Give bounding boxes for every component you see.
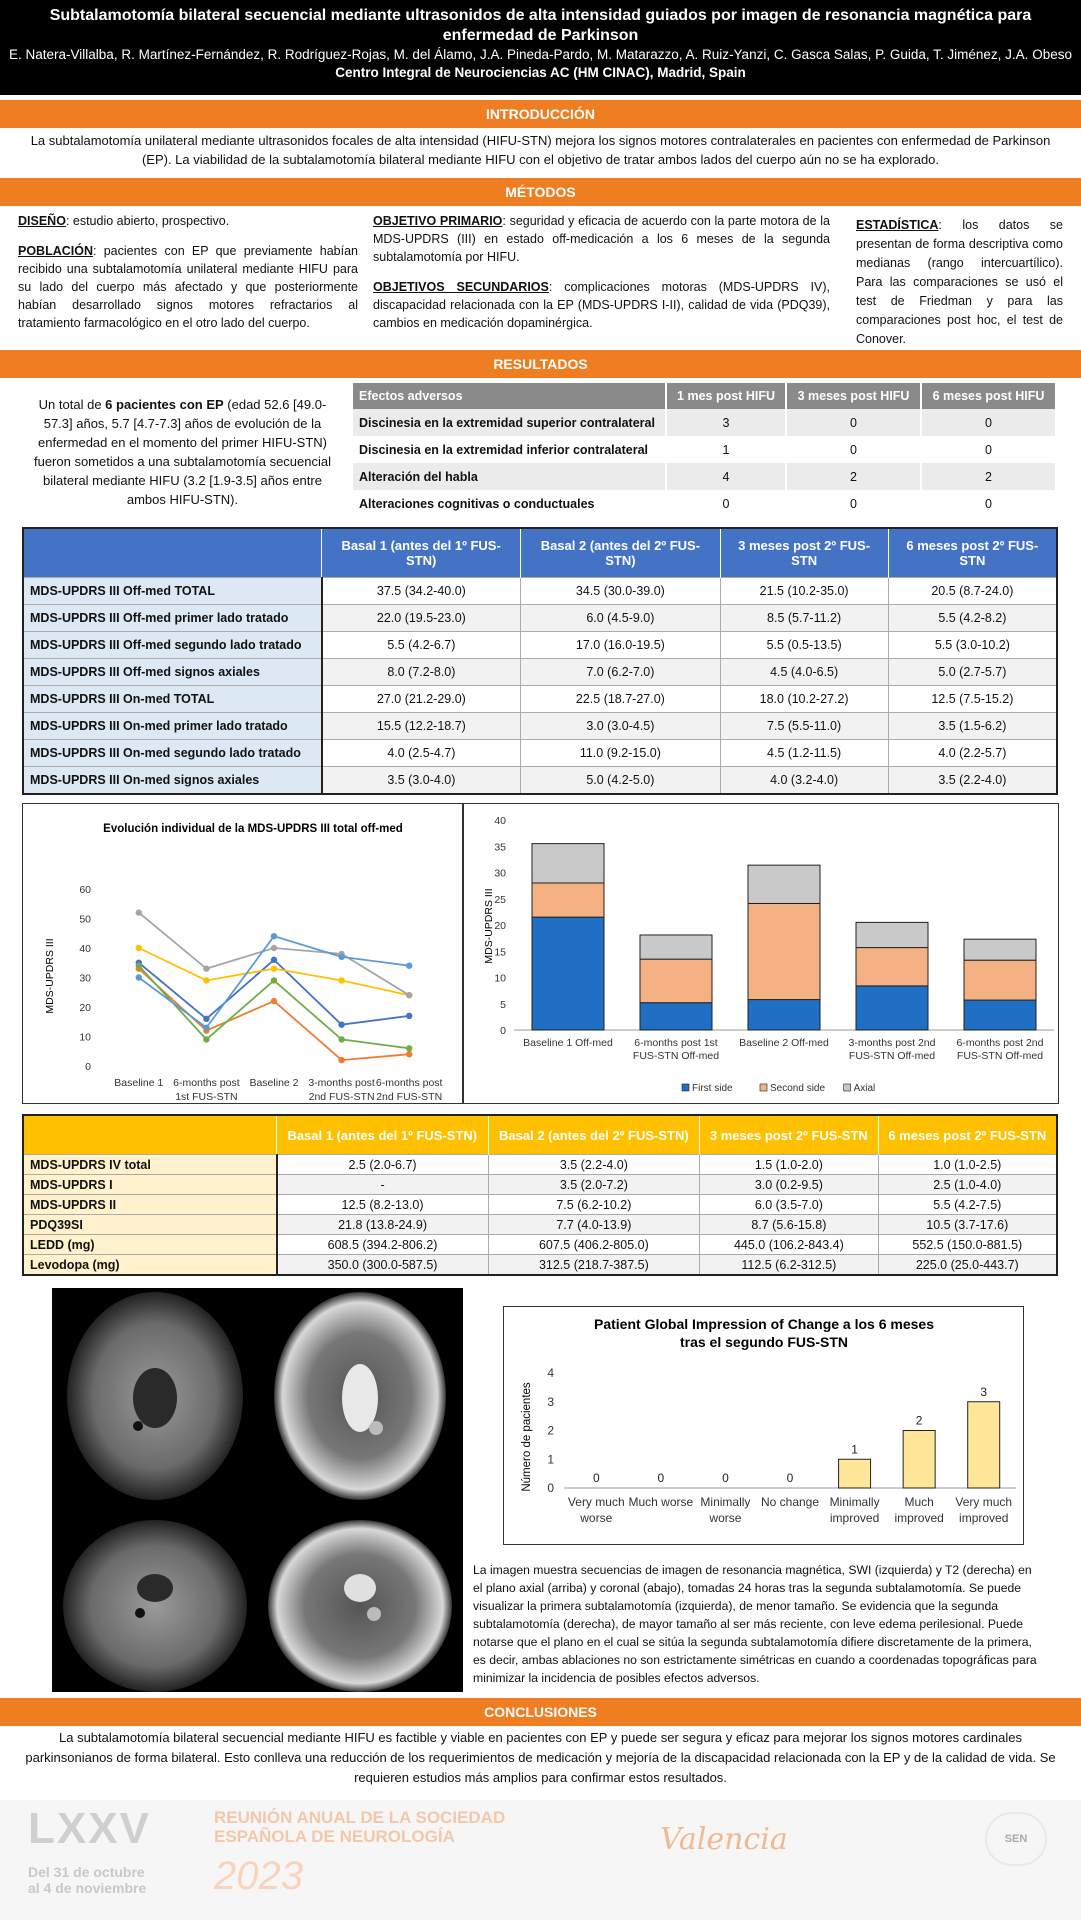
row-label: LEDD (mg) [23, 1235, 277, 1255]
mri-swi-coronal [63, 1520, 247, 1692]
table-cell: 27.0 (21.2-29.0) [322, 686, 521, 713]
table-cell: 312.5 (218.7-387.5) [488, 1255, 700, 1276]
line-chart [23, 804, 462, 1103]
header-cell: Basal 1 (antes del 1º FUS-STN) [277, 1115, 489, 1155]
x-tick-label: Minimally [700, 1495, 751, 1509]
table-cell: 20.5 (8.7-24.0) [888, 578, 1057, 605]
bar-segment [964, 1000, 1036, 1030]
table-cell: 5.5 (0.5-13.5) [720, 632, 888, 659]
methods-heading: MÉTODOS [0, 178, 1081, 206]
congress-banner [0, 1800, 1081, 1920]
table-cell: 3.0 (0.2-9.5) [700, 1175, 878, 1195]
poster-header [0, 0, 1081, 95]
data-point [136, 945, 142, 951]
table-cell: 4.5 (1.2-11.5) [720, 740, 888, 767]
table-row [23, 1175, 1057, 1195]
row-label: Discinesia en la extremidad superior contralateral [353, 409, 666, 436]
table-cell: 3.0 (3.0-4.5) [521, 713, 720, 740]
data-label: 3 [980, 1384, 988, 1399]
y-tick-label: 40 [79, 943, 91, 955]
y-tick-label: 0 [500, 1025, 506, 1037]
y-tick-label: 0 [547, 1481, 554, 1495]
table-cell: 2 [786, 463, 921, 490]
pgic-bar [903, 1431, 935, 1489]
pgic-ylabel: Número de pacientes [521, 1382, 533, 1492]
table-header-row [353, 383, 1056, 409]
y-tick-label: 20 [79, 1002, 91, 1014]
x-tick-label: 6-months post 2nd [956, 1037, 1044, 1049]
table-cell: 12.5 (7.5-15.2) [888, 686, 1057, 713]
mri-image-grid [52, 1288, 463, 1692]
x-tick-label: Much [904, 1495, 934, 1509]
row-label: MDS-UPDRS III Off-med TOTAL [23, 578, 322, 605]
summary-bold: 6 pacientes con EP [105, 397, 224, 412]
table-row [23, 767, 1057, 795]
data-point [338, 1036, 344, 1042]
table-cell: 8.5 (5.7-11.2) [720, 605, 888, 632]
secondary-objectives-label: OBJETIVOS SECUNDARIOS [373, 280, 549, 294]
table-cell: 3 [666, 409, 786, 436]
table-cell: 4.5 (4.0-6.5) [720, 659, 888, 686]
header-cell: 1 mes post HIFU [666, 383, 786, 409]
table-cell: 37.5 (34.2-40.0) [322, 578, 521, 605]
bar-segment [748, 865, 820, 903]
table-header-row [23, 528, 1057, 578]
institution: Centro Integral de Neurociencias AC (HM CINAC), Madrid, Spain [335, 65, 746, 80]
conclusions-text: La subtalamotomía bilateral secuencial mediante HIFU es factible y viable en pacientes con EP y puede ser segura y eficaz para mejorar los signos motores cardinales parkinsonianos de forma bilateral. Esto conlleva una reducción de los requerimientos de medicación y mejoría de la discapacidad relacionada con la EP y de la calidad de vida. Se requieren estudios más amplios para confirmar estos resultados. [25, 1730, 1056, 1785]
pgic-chart-box [503, 1306, 1024, 1545]
methods-col-2 [373, 212, 830, 332]
table-cell: 3.5 (2.2-4.0) [888, 767, 1057, 795]
data-point [203, 1024, 209, 1030]
table-cell: 0 [786, 409, 921, 436]
table-cell: 2.5 (2.0-6.7) [277, 1155, 489, 1175]
table-cell: 22.5 (18.7-27.0) [521, 686, 720, 713]
congress-name-line: ESPAÑOLA DE NEUROLOGÍA [214, 1827, 455, 1846]
data-point [203, 1016, 209, 1022]
table-cell: 5.5 (4.2-7.5) [878, 1195, 1057, 1215]
summary-post: (edad 52.6 [49.0-57.3] años, 5.7 [4.7-7.3] años de evolución de la enfermedad en el momento del primer HIFU-STN) fueron sometidos a una subtalamotomía secuencial bilateral mediante HIFU (3.2 [1.9-3.5] años entre ambos HIFU-STN). [33, 397, 331, 507]
table-row [23, 1255, 1057, 1276]
table-cell: 21.5 (10.2-35.0) [720, 578, 888, 605]
table-cell: 0 [786, 490, 921, 517]
header-cell [23, 528, 322, 578]
secondary-outcomes-table [22, 1114, 1058, 1276]
x-tick-label: 1st FUS-STN [175, 1091, 238, 1103]
y-tick-label: 3 [547, 1394, 554, 1409]
header-cell: Efectos adversos [353, 383, 666, 409]
table-row [23, 1155, 1057, 1175]
table-row [23, 1195, 1057, 1215]
conclusions-heading: CONCLUSIONES [0, 1698, 1081, 1726]
y-tick-label: 0 [85, 1061, 91, 1073]
legend-swatch [760, 1084, 767, 1091]
table-cell: - [277, 1175, 489, 1195]
table-cell: 10.5 (3.7-17.6) [878, 1215, 1057, 1235]
secondary-objectives-text: : complicaciones motoras (MDS-UPDRS IV), discapacidad relacionada con la EP (MDS-UPDRS I-II), calidad de vida (PDQ39), cambios en medicación dopaminérgica. [373, 280, 830, 330]
bar-segment [748, 903, 820, 999]
table-cell: 1.0 (1.0-2.5) [878, 1155, 1057, 1175]
y-tick-label: 35 [494, 841, 506, 854]
design-text: : estudio abierto, prospectivo. [65, 214, 230, 228]
table-row [23, 605, 1057, 632]
bar-segment [640, 1003, 712, 1030]
congress-name-line: REUNIÓN ANUAL DE LA SOCIEDAD [214, 1808, 506, 1827]
legend-swatch [682, 1084, 689, 1091]
x-tick-label: Baseline 2 Off-med [739, 1037, 829, 1049]
stacked-chart-ylabel: MDS-UPDRS III [483, 888, 495, 964]
table-cell: 11.0 (9.2-15.0) [521, 740, 720, 767]
y-tick-label: 2 [547, 1423, 554, 1438]
data-point [203, 965, 209, 971]
header-cell: 6 meses post HIFU [921, 383, 1056, 409]
data-point [406, 1045, 412, 1051]
table-cell: 12.5 (8.2-13.0) [277, 1195, 489, 1215]
x-tick-label: Very much [567, 1495, 625, 1509]
table-cell: 4.0 (2.2-5.7) [888, 740, 1057, 767]
data-point [136, 909, 142, 915]
table-cell: 112.5 (6.2-312.5) [700, 1255, 878, 1276]
population-text: : pacientes con EP que previamente habían recibido una subtalamotomía unilateral mediante HIFU para su lado del cuerpo más afectado y que posteriormente habían desarrollado signos motores refractarios al tratamiento farmacológico en el otro lado del cuerpo. [18, 244, 358, 330]
data-point [136, 974, 142, 980]
table-cell: 6.0 (3.5-7.0) [700, 1195, 878, 1215]
table-cell: 3.5 (2.0-7.2) [488, 1175, 700, 1195]
data-label: 0 [657, 1471, 665, 1485]
table-cell: 350.0 (300.0-587.5) [277, 1255, 489, 1276]
mri-t2-axial [274, 1292, 446, 1500]
x-tick-label: FUS-STN Off-med [956, 1050, 1044, 1062]
table-cell: 608.5 (394.2-806.2) [277, 1235, 489, 1255]
legend-label: First side [692, 1083, 733, 1094]
table-cell: 7.0 (6.2-7.0) [521, 659, 720, 686]
data-point [271, 933, 277, 939]
data-point [406, 1051, 412, 1057]
table-cell: 8.7 (5.6-15.8) [700, 1215, 878, 1235]
y-tick-label: 20 [494, 920, 506, 932]
header-cell: 3 meses post HIFU [786, 383, 921, 409]
x-tick-label: 3-months post [308, 1077, 375, 1089]
header-cell: Basal 1 (antes del 1º FUS-STN) [322, 528, 521, 578]
pgic-bar [839, 1459, 871, 1488]
data-point [338, 1022, 344, 1028]
header-cell: 6 meses post 2º FUS-STN [878, 1115, 1057, 1155]
statistics-text: : los datos se presentan de forma descriptiva como medianas (rango intercuartílico). Para las comparaciones se usó el test de Friedman y para las comparaciones post hoc, el test de Conover. [856, 218, 1063, 346]
adverse-effects-table [353, 383, 1057, 517]
sen-logo: SEN [985, 1812, 1047, 1866]
table-row [353, 409, 1056, 436]
table-row [23, 1235, 1057, 1255]
congress-date-line: al 4 de noviembre [28, 1880, 147, 1896]
primary-objective-label: OBJETIVO PRIMARIO [373, 214, 503, 228]
legend-label: Second side [770, 1083, 826, 1094]
table-cell: 3.5 (2.2-4.0) [488, 1155, 700, 1175]
x-tick-label: 6-months post [173, 1077, 240, 1089]
author-list: E. Natera-Villalba, R. Martínez-Fernández, R. Rodríguez-Rojas, M. del Álamo, J.A. Pineda-Pardo, M. Matarazzo, A. Ruiz-Yanzi, C. Gasca Salas, P. Guida, T. Jiménez, J.A. Obeso [9, 47, 1072, 62]
data-label: 1 [851, 1442, 858, 1457]
row-label: MDS-UPDRS II [23, 1195, 277, 1215]
y-tick-label: 25 [494, 893, 506, 906]
x-tick-label: FUS-STN Off-med [848, 1050, 936, 1062]
pgic-bar [968, 1402, 1000, 1488]
header-cell: 3 meses post 2º FUS-STN [720, 528, 888, 578]
stacked-bar-chart-box [463, 803, 1059, 1104]
table-cell: 0 [786, 436, 921, 463]
row-label: MDS-UPDRS III Off-med segundo lado tratado [23, 632, 322, 659]
x-tick-label: Much worse [628, 1495, 694, 1509]
row-label: MDS-UPDRS III Off-med primer lado tratado [23, 605, 322, 632]
data-point [406, 963, 412, 969]
table-cell: 0 [921, 490, 1056, 517]
data-point [406, 1013, 412, 1019]
table-row [23, 686, 1057, 713]
x-tick-label: 2nd FUS-STN [376, 1091, 443, 1103]
table-cell: 22.0 (19.5-23.0) [322, 605, 521, 632]
legend-label: Axial [853, 1083, 876, 1094]
x-tick-label: No change [760, 1495, 820, 1509]
table-cell: 3.5 (1.5-6.2) [888, 713, 1057, 740]
line-chart-box [22, 803, 463, 1104]
primary-objective-text: : seguridad y eficacia de acuerdo con la parte motora de la MDS-UPDRS (III) en estado off-medicación a los 6 meses de la segunda subtalamotomía por HIFU. [373, 214, 830, 264]
table-cell: 5.0 (4.2-5.0) [521, 767, 720, 795]
pgic-chart [504, 1307, 1023, 1544]
x-tick-label: Minimally [829, 1495, 880, 1509]
table-cell: 2 [921, 463, 1056, 490]
y-tick-label: 40 [494, 815, 506, 827]
x-tick-label: improved [829, 1511, 880, 1525]
line-chart-title: Evolución individual de la MDS-UPDRS III total off-med [103, 823, 403, 835]
table-cell: 0 [921, 409, 1056, 436]
y-tick-label: 30 [79, 972, 91, 985]
data-point [338, 977, 344, 983]
row-label: Alteraciones cognitivas o conductuales [353, 490, 666, 517]
table-cell: 4 [666, 463, 786, 490]
table-cell: 225.0 (25.0-443.7) [878, 1255, 1057, 1276]
results-heading: RESULTADOS [0, 350, 1081, 378]
bar-segment [748, 1000, 820, 1030]
congress-number: LXXV [28, 1804, 151, 1853]
design-label: DISEÑO [18, 214, 66, 228]
bar-segment [856, 922, 928, 947]
intro-text: La subtalamotomía unilateral mediante ultrasonidos focales de alta intensidad (HIFU-STN) mejora los signos motores contralaterales en pacientes con enfermedad de Parkinson (EP). La viabilidad de la subtalamotomía bilateral mediante HIFU con el objetivo de tratar ambos lados del cuerpo aún no se ha explorado. [30, 133, 1051, 167]
table-row [23, 1215, 1057, 1235]
y-tick-label: 15 [494, 946, 506, 959]
table-cell: 7.7 (4.0-13.9) [488, 1215, 700, 1235]
table-cell: 3.5 (3.0-4.0) [322, 767, 521, 795]
row-label: Alteración del habla [353, 463, 666, 490]
bar-segment [856, 986, 928, 1030]
table-cell: 5.5 (3.0-10.2) [888, 632, 1057, 659]
row-label: Discinesia en la extremidad inferior contralateral [353, 436, 666, 463]
x-tick-label: 2nd FUS-STN [308, 1091, 375, 1103]
congress-year: 2023 [214, 1854, 303, 1898]
congress-date-line: Del 31 de octubre [28, 1864, 145, 1880]
mri-scans [52, 1288, 463, 1692]
table-cell: 18.0 (10.2-27.2) [720, 686, 888, 713]
x-tick-label: Baseline 1 Off-med [523, 1037, 613, 1049]
row-label: MDS-UPDRS III On-med primer lado tratado [23, 713, 322, 740]
y-tick-label: 10 [494, 972, 506, 985]
bar-segment [856, 948, 928, 986]
data-label: 2 [915, 1413, 923, 1428]
y-tick-label: 60 [79, 884, 91, 896]
x-tick-label: FUS-STN Off-med [632, 1050, 720, 1062]
table-cell: 607.5 (406.2-805.0) [488, 1235, 700, 1255]
y-tick-label: 5 [500, 998, 506, 1011]
bar-segment [532, 917, 604, 1030]
row-label: MDS-UPDRS III On-med TOTAL [23, 686, 322, 713]
table-cell: 5.5 (4.2-6.7) [322, 632, 521, 659]
statistics-label: ESTADÍSTICA [856, 218, 939, 232]
table-cell: 15.5 (12.2-18.7) [322, 713, 521, 740]
table-cell: 0 [666, 490, 786, 517]
table-cell: 34.5 (30.0-39.0) [521, 578, 720, 605]
table-cell: 2.5 (1.0-4.0) [878, 1175, 1057, 1195]
table-cell: 7.5 (6.2-10.2) [488, 1195, 700, 1215]
line-chart-ylabel: MDS-UPDRS III [44, 938, 56, 1014]
header-cell: Basal 2 (antes del 2º FUS-STN) [488, 1115, 700, 1155]
data-point [338, 954, 344, 960]
stacked-bar-chart [464, 804, 1058, 1103]
mri-caption: La imagen muestra secuencias de imagen de resonancia magnética, SWI (izquierda) y T2 (derecha) en el plano axial (arriba) y coronal (abajo), tomadas 24 horas tras la segunda subtalamotomía. Se puede visualizar la primera subtalamotomía (izquierda), de menor tamaño. Se evidencia que la segunda subtalamotomía (derecha), de mayor tamaño al ser más reciente, con leve edema perilesional. Puede notarse que el plano en el cual se sitúa la segunda subtalamotomía difiere discretamente de la primera, es decir, ambas ablaciones no son estrictamente simétricas en cuando a coordenadas topográficas para minimizar la incidencia de posibles efectos adversos. [473, 1563, 1037, 1685]
table-row [353, 463, 1056, 490]
table-cell: 5.0 (2.7-5.7) [888, 659, 1057, 686]
table-cell: 4.0 (2.5-4.7) [322, 740, 521, 767]
header-cell: Basal 2 (antes del 2º FUS-STN) [521, 528, 720, 578]
legend-swatch [844, 1084, 851, 1091]
data-point [271, 945, 277, 951]
y-tick-label: 1 [547, 1452, 554, 1467]
row-label: Levodopa (mg) [23, 1255, 277, 1276]
data-label: 0 [722, 1471, 729, 1485]
table-cell: 21.8 (13.8-24.9) [277, 1215, 489, 1235]
table-row [23, 578, 1057, 605]
y-tick-label: 4 [547, 1366, 554, 1380]
pgic-title-line: tras el segundo FUS-STN [679, 1334, 849, 1350]
data-point [203, 1036, 209, 1042]
data-point [406, 992, 412, 998]
data-point [271, 965, 277, 971]
poster-title: Subtalamotomía bilateral secuencial mediante ultrasonidos de alta intensidad guiados por imagen de resonancia magnética para enfermedad de Parkinson [49, 7, 1032, 44]
table-cell: 0 [921, 436, 1056, 463]
table-cell: 4.0 (3.2-4.0) [720, 767, 888, 795]
row-label: MDS-UPDRS III Off-med signos axiales [23, 659, 322, 686]
y-tick-label: 50 [79, 913, 91, 926]
population-label: POBLACIÓN [18, 244, 93, 258]
table-row [23, 740, 1057, 767]
data-label: 0 [592, 1471, 600, 1485]
data-point [271, 998, 277, 1004]
bar-segment [532, 883, 604, 917]
table-row [23, 713, 1057, 740]
header-cell [23, 1115, 277, 1155]
intro-heading: INTRODUCCIÓN [0, 100, 1081, 128]
table-row [353, 490, 1056, 517]
row-label: MDS-UPDRS IV total [23, 1155, 277, 1175]
x-tick-label: Very much [955, 1495, 1013, 1509]
row-label: PDQ39SI [23, 1215, 277, 1235]
x-tick-label: 3-months post 2nd [848, 1037, 936, 1049]
x-tick-label: worse [709, 1511, 742, 1525]
row-label: MDS-UPDRS III On-med segundo lado tratado [23, 740, 322, 767]
data-point [338, 1057, 344, 1063]
x-tick-label: improved [959, 1511, 1009, 1525]
row-label: MDS-UPDRS III On-med signos axiales [23, 767, 322, 795]
bar-segment [964, 939, 1036, 960]
congress-city: Valencia [660, 1822, 788, 1857]
table-cell: 445.0 (106.2-843.4) [700, 1235, 878, 1255]
y-tick-label: 30 [494, 867, 506, 880]
table-cell: 1 [666, 436, 786, 463]
x-tick-label: 6-months post [375, 1077, 443, 1089]
table-cell: 5.5 (4.2-8.2) [888, 605, 1057, 632]
table-row [23, 632, 1057, 659]
data-label: 0 [786, 1471, 794, 1485]
table-row [353, 436, 1056, 463]
data-point [136, 963, 142, 969]
header-cell: 6 meses post 2º FUS-STN [888, 528, 1057, 578]
bar-segment [640, 935, 712, 959]
x-tick-label: improved [894, 1511, 944, 1525]
bar-segment [532, 844, 604, 883]
x-tick-label: Baseline 2 [249, 1077, 299, 1089]
summary-pre: Un total de [38, 397, 106, 412]
table-cell: 8.0 (7.2-8.0) [322, 659, 521, 686]
mri-swi-axial [67, 1292, 243, 1500]
table-cell: 7.5 (5.5-11.0) [720, 713, 888, 740]
congress-name [214, 1808, 505, 1846]
data-point [271, 977, 277, 983]
data-point [203, 977, 209, 983]
table-cell: 552.5 (150.0-881.5) [878, 1235, 1057, 1255]
data-point [271, 957, 277, 963]
x-tick-label: worse [580, 1511, 613, 1525]
pgic-title-line: Patient Global Impression of Change a los 6 meses [594, 1316, 934, 1332]
table-row [23, 659, 1057, 686]
table-cell: 6.0 (4.5-9.0) [521, 605, 720, 632]
table-cell: 17.0 (16.0-19.5) [521, 632, 720, 659]
table-header-row [23, 1115, 1057, 1155]
methods-col-1 [18, 212, 358, 332]
y-tick-label: 10 [79, 1031, 91, 1044]
congress-dates [28, 1864, 146, 1896]
row-label: MDS-UPDRS I [23, 1175, 277, 1195]
table-cell: 1.5 (1.0-2.0) [700, 1155, 878, 1175]
x-tick-label: Baseline 1 [114, 1077, 164, 1089]
mri-t2-coronal [268, 1520, 452, 1692]
bar-segment [964, 960, 1036, 1000]
results-summary [30, 395, 335, 509]
methods-col-3 [856, 216, 1063, 349]
bar-segment [640, 959, 712, 1003]
pgic-title [594, 1316, 934, 1350]
updrs-iii-table [22, 527, 1058, 795]
header-cell: 3 meses post 2º FUS-STN [700, 1115, 878, 1155]
x-tick-label: 6-months post 1st [634, 1037, 718, 1049]
